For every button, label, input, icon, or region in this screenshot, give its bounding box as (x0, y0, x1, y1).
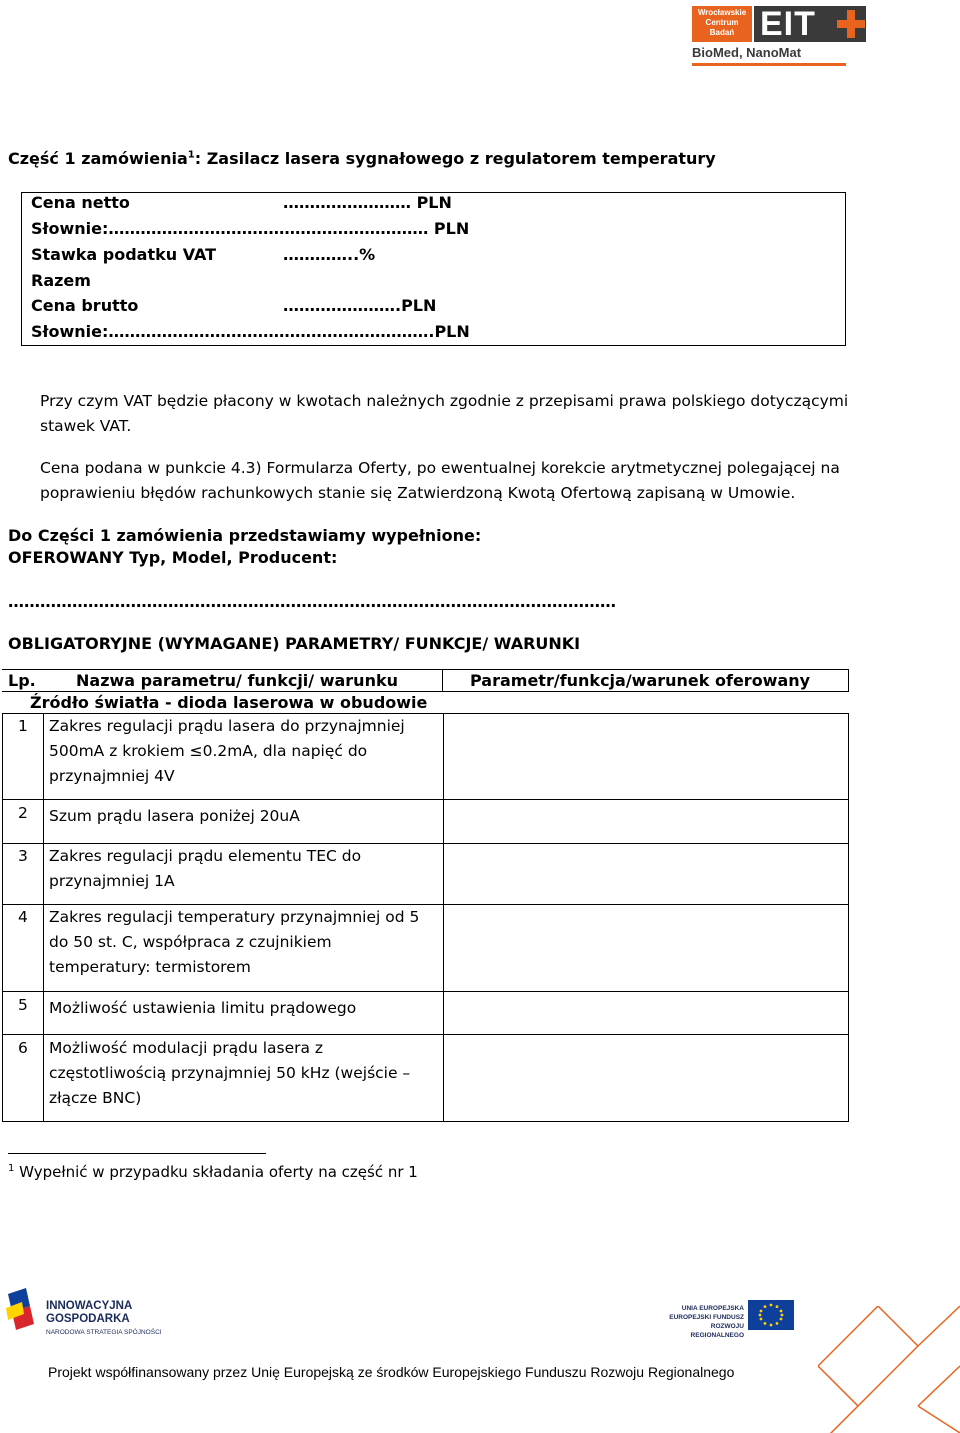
title-prefix: Część 1 zamówienia (8, 149, 188, 168)
eu-line1: UNIA EUROPEJSKA (681, 1305, 744, 1312)
row-text-line2: częstotliwością przynajmniej 50 kHz (wejście – (49, 1064, 411, 1082)
footnote-marker: 1 (8, 1163, 15, 1174)
row-text-line1: Zakres regulacji prądu elementu TEC do (49, 847, 362, 865)
row-text-line1: Możliwość ustawienia limitu prądowego (49, 999, 357, 1017)
logo-org-line3: Badań (709, 28, 735, 37)
ig-line3: NARODOWA STRATEGIA SPÓJNOŚCI (46, 1329, 162, 1336)
eu-flag-icon (748, 1300, 794, 1330)
offered-model-field[interactable]: …………………………………………………………………………………………………… (8, 592, 616, 611)
innovative-economy-logo (46, 1300, 162, 1339)
requirements-heading: OBLIGATORYJNE (WYMAGANE) PARAMETRY/ FUNKCJE/ WARUNKI (8, 634, 581, 653)
footnote-separator (8, 1153, 266, 1154)
offered-value-cell[interactable] (443, 991, 849, 1035)
row-text-line3: przynajmniej 4V (49, 767, 175, 785)
row-text-line1: Szum prądu lasera poniżej 20uA (49, 807, 300, 825)
innovative-economy-flag-icon (4, 1288, 42, 1338)
ig-line2: GOSPODARKA (46, 1313, 130, 1325)
section-title (8, 149, 716, 168)
logo-org-block (692, 6, 752, 42)
gross-price-label: Cena brutto (31, 296, 139, 315)
offer-intro: Do Części 1 zamówienia przedstawiamy wypełnione: (8, 526, 482, 545)
row-number: 6 (18, 1039, 28, 1057)
footnote-text: Wypełnić w przypadku składania oferty na część nr 1 (19, 1163, 418, 1181)
row-text-line3: temperatury: termistorem (49, 958, 251, 976)
offered-model-label: OFEROWANY Typ, Model, Producent: (8, 548, 338, 567)
logo-underline (692, 63, 846, 66)
title-suffix: : Zasilacz lasera sygnałowego z regulatorem temperatury (194, 149, 716, 168)
offered-value-cell[interactable] (443, 1034, 849, 1122)
logo-org-line2: Centrum (705, 18, 739, 27)
row-number: 3 (18, 847, 28, 865)
title-footnote-ref: 1 (187, 149, 195, 161)
logo-subtitle: BioMed, NanoMat (692, 45, 802, 60)
net-price-words[interactable]: Słownie:…………………………………………………… PLN (31, 219, 470, 238)
offered-value-cell[interactable] (443, 713, 849, 800)
footnote (8, 1163, 418, 1181)
table-section-heading: Źródło światła - dioda laserowa w obudowie (30, 693, 428, 712)
row-text-line1: Możliwość modulacji prądu lasera z (49, 1039, 324, 1057)
decorative-plus-outline-icon (818, 1306, 960, 1433)
column-header-offered: Parametr/funkcja/warunek oferowany (470, 671, 811, 690)
offered-value-cell[interactable] (443, 843, 849, 905)
offered-value-cell[interactable] (443, 799, 849, 844)
funding-statement: Projekt współfinansowany przez Unię Europejską ze środków Europejskiego Funduszu Rozwoju Regionalnego (48, 1364, 735, 1380)
gross-price-words[interactable]: Słownie:…………………………………………………….PLN (31, 322, 470, 341)
net-price-label: Cena netto (31, 193, 130, 212)
vat-rate-value[interactable]: …………..% (283, 245, 376, 264)
column-header-name: Nazwa parametru/ funkcji/ warunku (76, 671, 398, 690)
row-text-line2: przynajmniej 1A (49, 872, 175, 890)
logo-plus-icon (836, 6, 866, 42)
eu-fund-logo-text (666, 1304, 744, 1340)
row-number: 5 (18, 996, 28, 1014)
net-price-value[interactable]: …………………… PLN (283, 193, 452, 212)
gross-price-value[interactable]: ………………….PLN (283, 296, 437, 315)
total-label: Razem (31, 271, 91, 290)
ig-line1: INNOWACYJNA (46, 1300, 133, 1312)
row-number: 1 (18, 717, 28, 735)
row-text-line1: Zakres regulacji prądu lasera do przynajmniej (49, 717, 405, 735)
row-number: 2 (18, 804, 28, 822)
price-note: Cena podana w punkcie 4.3) Formularza Oferty, po ewentualnej korekcie arytmetycznej polegającej na poprawieniu błędów rachunkowych stanie się Zatwierdzoną Kwotą Ofertową zapisaną w Umowie. (40, 459, 840, 502)
vat-note: Przy czym VAT będzie płacony w kwotach należnych zgodnie z przepisami prawa polskiego dotyczącymi stawek VAT. (40, 392, 849, 435)
offered-value-cell[interactable] (443, 904, 849, 992)
logo-org-line1: Wrocławskie (697, 8, 747, 17)
vat-rate-label: Stawka podatku VAT (31, 245, 217, 264)
column-header-lp: Lp. (8, 671, 36, 690)
row-number: 4 (18, 908, 28, 926)
eu-line3: ROZWOJU REGIONALNEGO (690, 1323, 744, 1339)
logo-brand: EIT (754, 6, 866, 42)
row-text-line2: 500mA z krokiem ≤0.2mA, dla napięć do (49, 742, 368, 760)
row-text-line2: do 50 st. C, współpraca z czujnikiem (49, 933, 332, 951)
eu-line2: EUROPEJSKI FUNDUSZ (669, 1314, 744, 1321)
row-text-line3: złącze BNC) (49, 1089, 142, 1107)
row-text-line1: Zakres regulacji temperatury przynajmniej od 5 (49, 908, 420, 926)
